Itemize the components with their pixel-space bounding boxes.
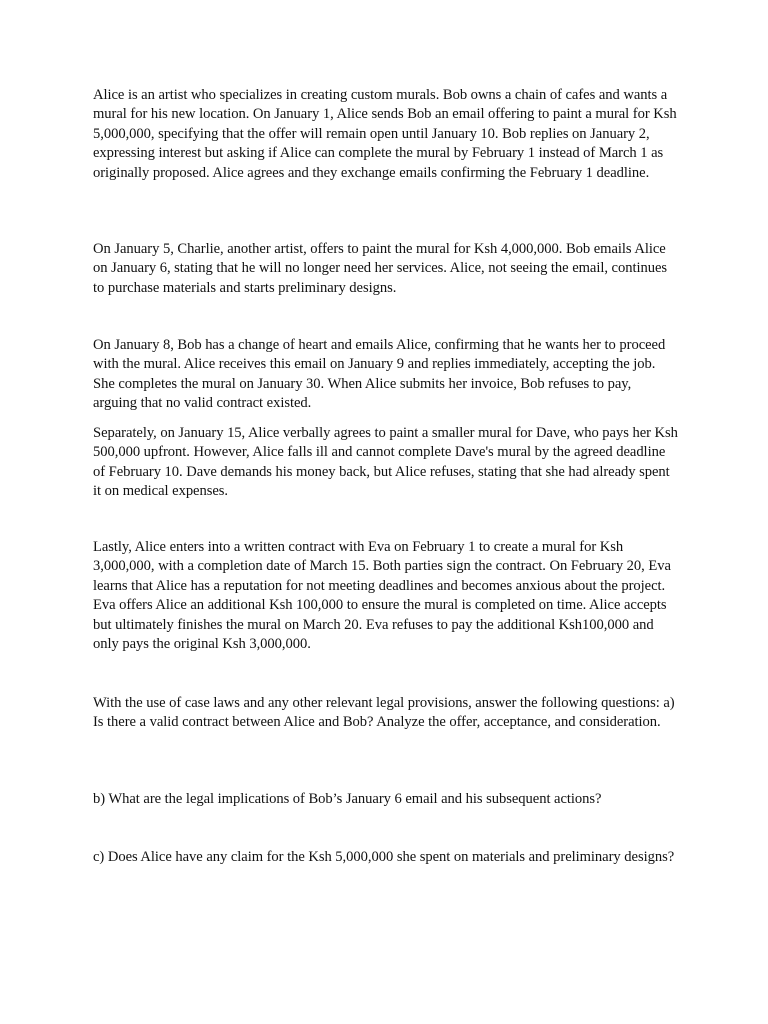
- question-c: c) Does Alice have any claim for the Ksh 5,000,000 she spent on materials and preliminary designs?: [93, 849, 675, 865]
- paragraph-facts-alice-bob: Alice is an artist who specializes in creating custom murals. Bob owns a chain of cafes and wants a mural for his new location. On January 1, Alice sends Bob an email offering to paint a mural for Ksh 5,000,000, specifying that the offer will remain open until January 10. Bob replies on January 2, expressing interest but asking if Alice can complete the mural by February 1 instead of March 1 as originally proposed. Alice agrees and they exchange emails confirming the February 1 deadline.: [93, 87, 677, 181]
- paragraph-facts-eva: Lastly, Alice enters into a written contract with Eva on February 1 to create a mural for Ksh 3,000,000, with a completion date of March 15. Both parties sign the contract. On February 20, Eva learns that Alice has a reputation for not meeting deadlines and becomes anxious about the project. Eva offers Alice an additional Ksh 100,000 to ensure the mural is completed on time. Alice accepts but ultimately finishes the mural on March 20. Eva refuses to pay the additional Ksh100,000 and only pays the original Ksh 3,000,000.: [93, 539, 671, 653]
- question-b: b) What are the legal implications of Bob’s January 6 email and his subsequent actions?: [93, 791, 602, 807]
- paragraph-facts-bob-change-of-heart: On January 8, Bob has a change of heart and emails Alice, confirming that he wants her to proceed with the mural. Alice receives this email on January 9 and replies immediately, accepting the job. She completes the mural on January 30. When Alice submits her invoice, Bob refuses to pay, arguing that no valid contract existed.: [93, 337, 666, 412]
- question-a: With the use of case laws and any other relevant legal provisions, answer the following questions: a) Is there a valid contract between Alice and Bob? Analyze the offer, acceptance, and consideration.: [93, 695, 675, 731]
- paragraph-facts-dave: Separately, on January 15, Alice verbally agrees to paint a smaller mural for Dave, who pays her Ksh 500,000 upfront. However, Alice falls ill and cannot complete Dave's mural by the agreed deadline of February 10. Dave demands his money back, but Alice refuses, stating that she had already spent it on medical expenses.: [93, 425, 678, 500]
- paragraph-facts-charlie: On January 5, Charlie, another artist, offers to paint the mural for Ksh 4,000,000. Bob emails Alice on January 6, stating that he will no longer need her services. Alice, not seeing the email, continues to purchase materials and starts preliminary designs.: [93, 241, 668, 296]
